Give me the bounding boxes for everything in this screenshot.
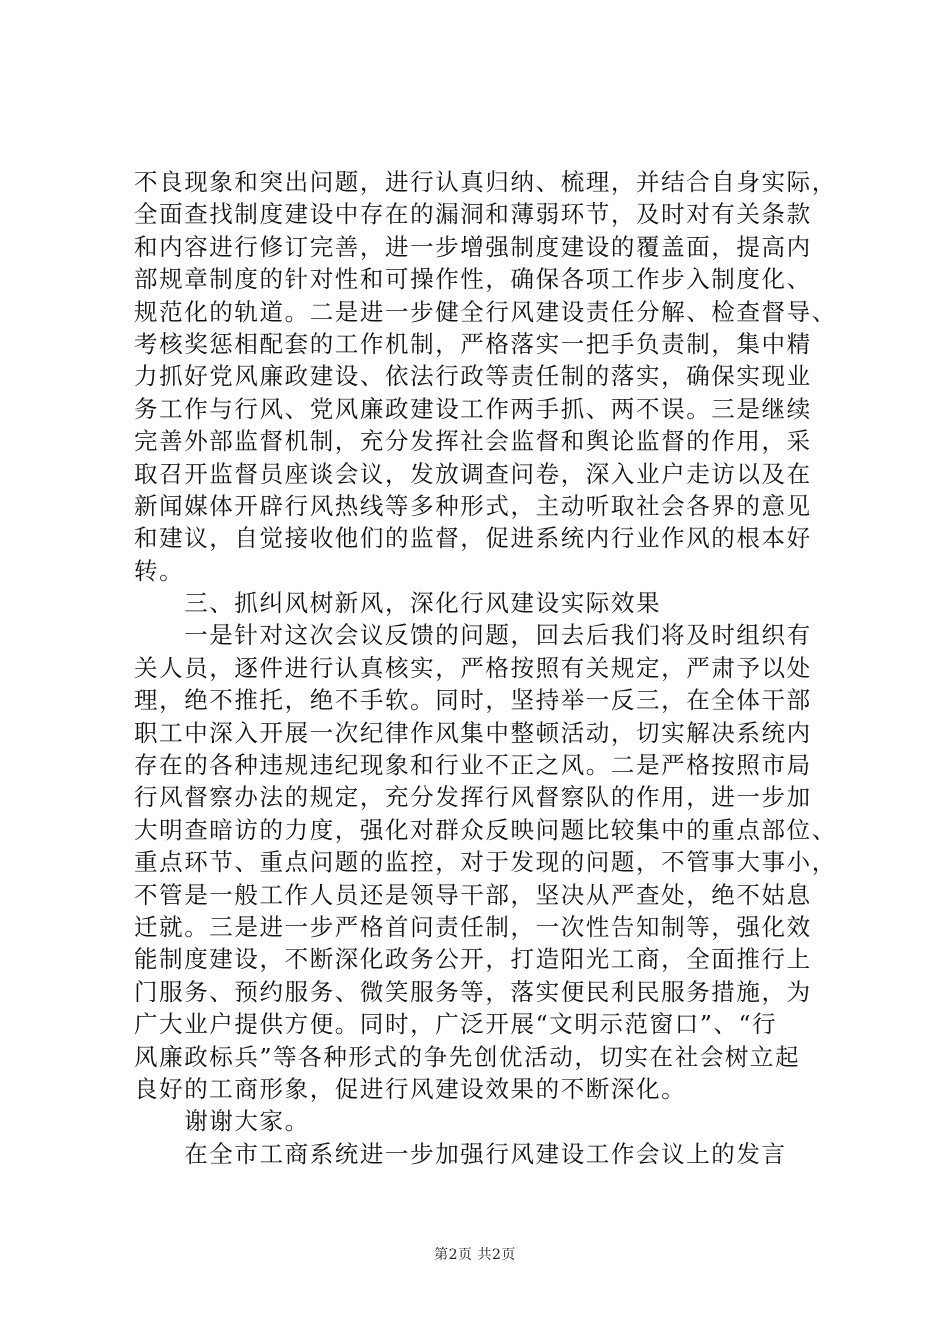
text-line: 不良现象和突出问题，进行认真归纳、梳理，并结合自身实际， — [134, 168, 837, 196]
text-line: 取召开监督员座谈会议，发放调查问卷，深入业户走访以及在 — [134, 459, 812, 488]
text-line: 完善外部监督机制，充分发挥社会监督和舆论监督的作用，采 — [134, 427, 812, 456]
text-line: 全面查找制度建设中存在的漏洞和薄弱环节，及时对有关条款 — [134, 200, 812, 229]
text-line: 门服务、预约服务、微笑服务等，落实便民利民服务措施，为 — [134, 977, 812, 1006]
text-line: 良好的工商形象，促进行风建设效果的不断深化。 — [134, 1074, 687, 1103]
text-line: 理，绝不推托，绝不手软。同时，坚持举一反三，在全体干部 — [134, 686, 812, 715]
text-line: 一是针对这次会议反馈的问题，回去后我们将及时组织有 — [134, 621, 812, 650]
text-line: 规范化的轨道。二是进一步健全行风建设责任分解、检查督导、 — [134, 297, 837, 326]
text-line: 风廉政标兵”等各种形式的争先创优活动，切实在社会树立起 — [134, 1042, 801, 1071]
text-line: 新闻媒体开辟行风热线等多种形式，主动听取社会各界的意见 — [134, 491, 812, 520]
text-line: 能制度建设，不断深化政务公开，打造阳光工商，全面推行上 — [134, 945, 812, 974]
text-line: 不管是一般工作人员还是领导干部，坚决从严查处，绝不姑息 — [134, 880, 812, 909]
text-line: 迁就。三是进一步严格首问责任制，一次性告知制等，强化效 — [134, 912, 812, 941]
text-line: 力抓好党风廉政建设、依法行政等责任制的落实，确保实现业 — [134, 362, 812, 391]
text-line: 存在的各种违规违纪现象和行业不正之风。二是严格按照市局 — [134, 751, 812, 780]
text-line: 转。 — [134, 556, 185, 585]
text-line: 务工作与行风、党风廉政建设工作两手抓、两不误。三是继续 — [134, 394, 812, 423]
text-line: 考核奖惩相配套的工作机制，严格落实一把手负责制，集中精 — [134, 329, 812, 358]
document-body — [134, 166, 854, 1170]
text-line: 谢谢大家。 — [134, 1107, 310, 1136]
text-line: 广大业户提供方便。同时，广泛开展“文明示范窗口”、“行 — [134, 1010, 778, 1039]
text-line: 关人员，逐件进行认真核实，严格按照有关规定，严肃予以处 — [134, 653, 812, 682]
text-line: 三、抓纠风树新风，深化行风建设实际效果 — [134, 589, 662, 618]
text-line: 部规章制度的针对性和可操作性，确保各项工作步入制度化、 — [134, 265, 812, 294]
text-line: 行风督察办法的规定，充分发挥行风督察队的作用，进一步加 — [134, 783, 812, 812]
text-line: 和建议，自觉接收他们的监督，促进系统内行业作风的根本好 — [134, 524, 812, 553]
text-line: 和内容进行修订完善，进一步增强制度建设的覆盖面，提高内 — [134, 232, 812, 261]
text-line: 职工中深入开展一次纪律作风集中整顿活动，切实解决系统内 — [134, 718, 812, 747]
page-footer: 第2页 共2页 — [434, 1247, 516, 1263]
text-line: 大明查暗访的力度，强化对群众反映问题比较集中的重点部位、 — [134, 815, 837, 844]
text-line: 重点环节、重点问题的监控，对于发现的问题，不管事大事小， — [134, 848, 837, 877]
text-line: 在全市工商系统进一步加强行风建设工作会议上的发言 — [134, 1139, 787, 1168]
